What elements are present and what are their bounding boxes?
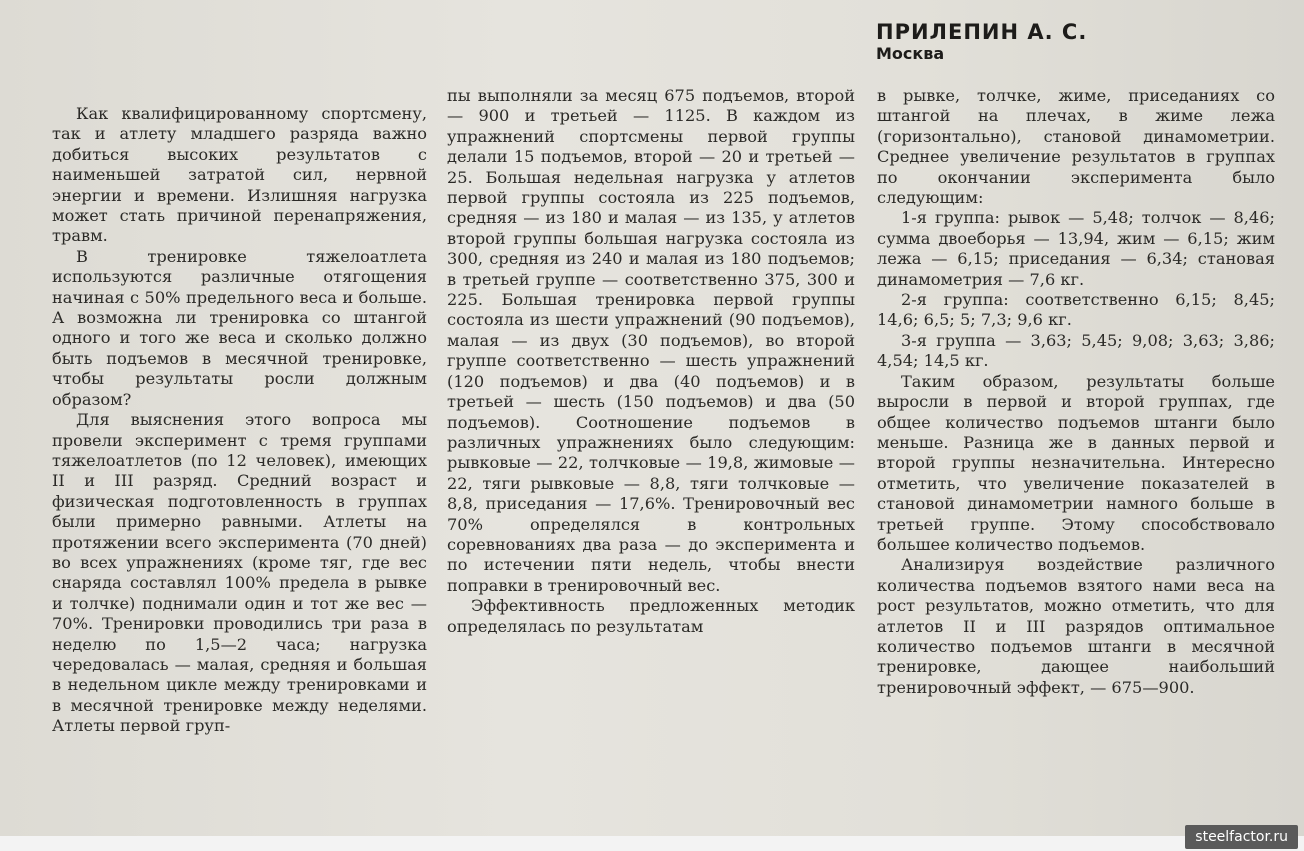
- site-watermark[interactable]: steelfactor.ru: [1185, 825, 1298, 849]
- author-city: Москва: [876, 44, 945, 63]
- author-name: ПРИЛЕПИН А. С.: [876, 20, 1088, 44]
- text-column-3: [877, 86, 1275, 836]
- paragraph: 1-я группа: рывок — 5,48; толчок — 8,46; сумма двоеборья — 13,94, жим — 6,15; жим лежа — 6,15; приседания — 6,34; становая динамометрия — 7,6 кг.: [877, 208, 1275, 289]
- footer-strip: [0, 836, 1304, 851]
- paragraph: В тренировке тяжелоатлета используются различные отягощения начиная с 50% предельного веса и больше. А возможна ли тренировка со штангой одного и того же веса и сколько должно быть подъемов в месячной тренировке, чтобы результаты росли должным образом?: [52, 246, 427, 409]
- paragraph: Таким образом, результаты больше выросли в первой и второй группах, где общее количество подъемов штанги было меньше. Разница же в данных первой и второй группы незначительна. Интересно отметить, что увеличение показателей в становой динамометрии намного больше в третьей группе. Этому способствовало большее количество подъемов.: [877, 371, 1275, 554]
- paragraph: Эффективность предложенных методик определялась по результатам: [447, 596, 855, 636]
- text-column-2: [447, 86, 855, 836]
- text-column-1: [52, 104, 427, 836]
- paragraph: 2-я группа: соответственно 6,15; 8,45; 14,6; 6,5; 5; 7,3; 9,6 кг.: [877, 290, 1275, 330]
- paragraph: Анализируя воздействие различного количества подъемов взятого нами веса на рост результатов, можно отметить, что для атлетов II и III разрядов оптимальное количество подъемов штанги в месячной тренировке, дающее наибольший тренировочный эффект, — 675—900.: [877, 555, 1275, 697]
- paragraph: в рывке, толчке, жиме, приседаниях со штангой на плечах, в жиме лежа (горизонтально), становой динамометрии. Среднее увеличение результатов в группах по окончании эксперимента было следующим:: [877, 86, 1275, 208]
- paragraph: 3-я группа — 3,63; 5,45; 9,08; 3,63; 3,86; 4,54; 14,5 кг.: [877, 330, 1275, 371]
- paragraph: Для выяснения этого вопроса мы провели эксперимент с тремя группами тяжелоатлетов (по 12 человек), имеющих II и III разряд. Средний возраст и физическая подготовленность в группах были примерно равными. Атлеты на протяжении всего эксперимента (70 дней) во всех упражнениях (кроме тяг, где вес снаряда составлял 100% предела в рывке и толчке) поднимали один и тот же вес — 70%. Тренировки проводились три раза в неделю по 1,5—2 часа; нагрузка чередовалась — малая, средняя и большая в недельном цикле между тренировками и в месячной тренировке между неделями. Атлеты первой груп-: [52, 410, 427, 736]
- paragraph: Как квалифицированному спортсмену, так и атлету младшего разряда важно добиться высоких результатов с наименьшей затратой сил, нервной энергии и времени. Излишняя нагрузка может стать причиной перенапряжения, травм.: [52, 104, 427, 246]
- article-header: [876, 20, 1276, 64]
- paragraph: пы выполняли за месяц 675 подъемов, второй — 900 и третьей — 1125. В каждом из упражнений спортсмены первой группы делали 15 подъемов, второй — 20 и третьей — 25. Большая недельная нагрузка у атлетов первой группы состояла из 225 подъемов, средняя — из 180 и малая — из 135, у атлетов второй группы большая нагрузка состояла из 300, средняя из 240 и малая из 180 подъемов; в третьей группе — соответственно 375, 300 и 225. Большая тренировка первой группы состояла из шести упражнений (90 подъемов), малая — из двух (30 подъемов), во второй группе соответственно — шесть упражнений (120 подъемов) и два (40 подъемов) и в третьей — шесть (150 подъемов) и два (50 подъемов). Соотношение подъемов в различных упражнениях было следующим: рывковые — 22, толчковые — 19,8, жимовые — 22, тяги рывковые — 8,8, тяги толчковые — 8,8, приседания — 17,6%. Тренировочный вес 70% определялся в контрольных соревнованиях два раза — до эксперимента и по истечении пяти недель, чтобы внести поправки в тренировочный вес.: [447, 86, 855, 595]
